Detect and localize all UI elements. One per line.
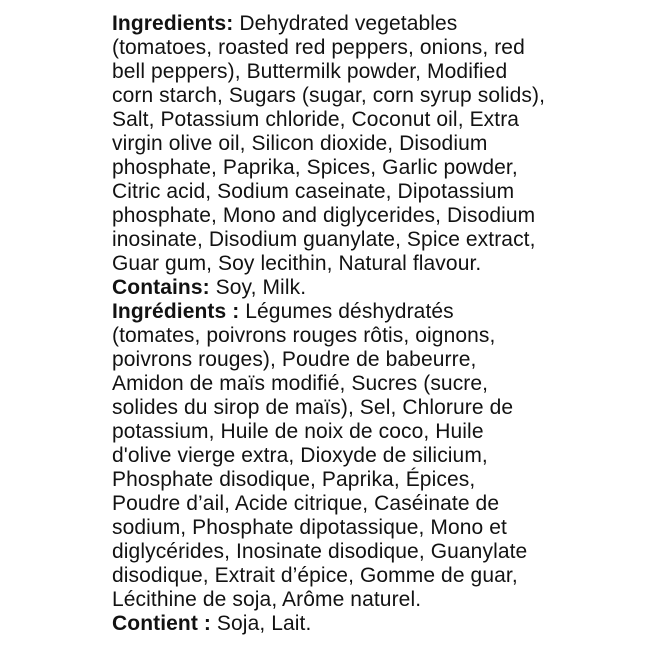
section-heading: Contient : [112,612,211,635]
label-line: d'olive vierge extra, Dioxyde de silicium, [112,444,488,467]
label-line: Contains: Soy, Milk. [112,276,307,299]
label-line: bell peppers), Buttermilk powder, Modified [112,60,508,83]
section-heading: Ingrédients : [112,300,240,323]
label-line: Poudre d’ail, Acide citrique, Caséinate de [112,492,500,515]
label-line: Citric acid, Sodium caseinate, Dipotassium [112,180,515,203]
label-line: potassium, Huile de noix de coco, Huile [112,420,484,443]
label-line: (tomates, poivrons rouges rôtis, oignons, [112,324,496,347]
label-line: disodique, Extrait d’épice, Gomme de guar, [112,564,518,587]
label-line: (tomatoes, roasted red peppers, onions, red [112,36,525,59]
label-line: corn starch, Sugars (sugar, corn syrup solids), [112,84,546,107]
section-heading: Contains: [112,276,210,299]
label-line: Phosphate disodique, Paprika, Épices, [112,468,476,491]
label-line: Lécithine de soja, Arôme naturel. [112,588,422,611]
label-line: Salt, Potassium chloride, Coconut oil, Extra [112,108,520,131]
label-line: Ingrédients : Légumes déshydratés [112,300,454,323]
label-line: Amidon de maïs modifié, Sucres (sucre, [112,372,489,395]
label-line: diglycérides, Inosinate disodique, Guanylate [112,540,528,563]
label-line: Contient : Soja, Lait. [112,612,312,635]
label-line: inosinate, Disodium guanylate, Spice extract, [112,228,536,251]
section-heading: Ingredients: [112,12,234,35]
ingredients-label [112,12,582,636]
label-line: phosphate, Mono and diglycerides, Disodium [112,204,536,227]
label-line: Ingredients: Dehydrated vegetables [112,12,458,35]
label-line: phosphate, Paprika, Spices, Garlic powder, [112,156,518,179]
label-line: virgin olive oil, Silicon dioxide, Disodium [112,132,488,155]
label-line: Guar gum, Soy lecithin, Natural flavour. [112,252,482,275]
label-line: poivrons rouges), Poudre de babeurre, [112,348,477,371]
label-line: solides du sirop de maïs), Sel, Chlorure de [112,396,514,419]
label-line: sodium, Phosphate dipotassique, Mono et [112,516,507,539]
